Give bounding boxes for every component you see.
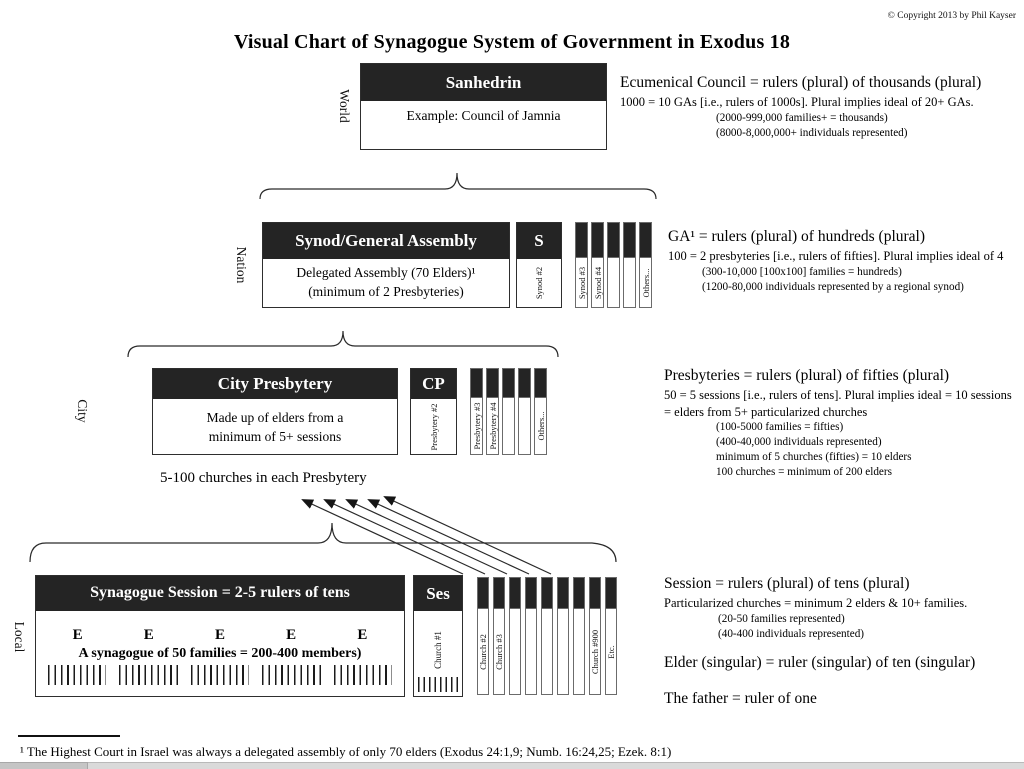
- mini-box: [575, 222, 588, 308]
- note-detail: (40-400 individuals represented): [718, 627, 865, 640]
- elder-letter: E: [357, 627, 368, 643]
- presbytery2-body: [411, 399, 456, 454]
- synod-body: [263, 259, 509, 307]
- note-detail: (400-40,000 individuals represented): [716, 435, 882, 448]
- tally-group: [48, 665, 106, 685]
- world-note: [620, 73, 1022, 141]
- elders-row: [36, 627, 404, 644]
- mini-box-body: [471, 398, 482, 454]
- church1-header: Ses: [414, 576, 462, 611]
- mini-box-header: [624, 223, 635, 258]
- mini-box-label: Church #3: [494, 633, 504, 670]
- elder-letter: E: [143, 627, 154, 643]
- synod2-header: S: [517, 223, 561, 259]
- nation-note: [668, 227, 1024, 295]
- synagogue-session-body: [36, 611, 404, 696]
- elder-heading: Elder (singular) = ruler (singular) of ten (singular): [664, 653, 976, 671]
- mini-box-header: [574, 578, 584, 609]
- sanhedrin-body: [361, 101, 606, 149]
- mini-box-header: [608, 223, 619, 258]
- church1-tally-marks: [418, 677, 458, 692]
- note-line: 100 = 2 presbyteries [i.e., rulers of fifties]. Plural implies ideal of 4: [668, 249, 1004, 264]
- nation-note-details: [668, 265, 1024, 295]
- mini-box-body: [608, 258, 619, 307]
- mini-box: [573, 577, 585, 695]
- world-note-heading: Ecumenical Council = rulers (plural) of thousands (plural): [620, 74, 982, 91]
- mini-box-label: Synod #4: [592, 266, 603, 299]
- synod2-box: [516, 222, 562, 308]
- note-detail: (2000-999,000 families+ = thousands): [716, 111, 888, 124]
- presbytery2-header: CP: [411, 369, 456, 399]
- city-body-line-1: Made up of elders from a: [206, 410, 344, 425]
- synod2-label: Synod #2: [534, 266, 544, 300]
- elder-letter: E: [214, 627, 225, 643]
- local-mini-boxes: [477, 577, 617, 695]
- copyright-text: © Copyright 2013 by Phil Kayser: [887, 11, 1016, 21]
- mini-box-label: Presbytery #4: [487, 402, 498, 450]
- mini-box-body: [606, 609, 616, 694]
- mini-box-label: Etc.: [606, 644, 616, 659]
- mini-box-body: [558, 609, 568, 694]
- mini-box-body: [494, 609, 504, 694]
- mini-box-label: Others...: [640, 267, 651, 298]
- family-tally-marks: [48, 665, 392, 685]
- mini-box-header: [576, 223, 587, 258]
- world-note-details: [620, 111, 1022, 141]
- sanhedrin-header: Sanhedrin: [361, 64, 606, 101]
- page-title: Visual Chart of Synagogue System of Government in Exodus 18: [233, 31, 791, 53]
- sanhedrin-box: [360, 63, 607, 150]
- mini-box-body: [640, 258, 651, 307]
- synagogue-caption: A synagogue of 50 families = 200-400 members): [78, 646, 362, 661]
- mini-box: [493, 577, 505, 695]
- mini-box-body: [592, 258, 603, 307]
- mini-box-body: [535, 398, 546, 454]
- world-note-lines: [620, 94, 1022, 110]
- tally-group: [191, 665, 249, 685]
- mini-box-body: [526, 609, 536, 694]
- city-note-lines: [664, 387, 1024, 420]
- mini-box: [591, 222, 604, 308]
- mini-box: [623, 222, 636, 308]
- local-note-details: [664, 612, 1024, 642]
- local-note-lines: [664, 595, 1024, 611]
- mini-box: [525, 577, 537, 695]
- mini-box-header: [558, 578, 568, 609]
- mini-box-header: [592, 223, 603, 258]
- note-detail: (20-50 families represented): [718, 612, 845, 625]
- note-detail: minimum of 5 churches (fifties) = 10 elders: [716, 451, 912, 464]
- mini-box: [477, 577, 489, 695]
- horizontal-scrollbar-thumb[interactable]: [0, 762, 88, 769]
- city-body-line-2: minimum of 5+ sessions: [208, 428, 342, 444]
- sanhedrin-example-line: Example: Council of Jamnia: [406, 108, 561, 123]
- note-detail: (1200-80,000 individuals represented by a regional synod): [702, 280, 964, 293]
- mini-box-header: [471, 369, 482, 398]
- city-presbytery-body: [153, 399, 397, 454]
- mini-box: [470, 368, 483, 455]
- church-arrow: [369, 500, 529, 574]
- mini-box-body: [503, 398, 514, 454]
- mini-box-body: [519, 398, 530, 454]
- local-note: [664, 574, 1024, 709]
- synod2-body: [517, 259, 561, 307]
- church-arrow: [325, 500, 485, 574]
- presbytery2-box: [410, 368, 457, 455]
- church-arrow: [385, 497, 551, 574]
- mini-box: [589, 577, 601, 695]
- nation-note-lines: [668, 248, 1024, 264]
- presbytery2-label: Presbytery #2: [428, 403, 439, 450]
- mini-box-header: [535, 369, 546, 398]
- mini-box: [541, 577, 553, 695]
- city-presbytery-box: [152, 368, 398, 455]
- mini-box-body: [487, 398, 498, 454]
- mini-box-body: [542, 609, 552, 694]
- synod-body-line-2: (minimum of 2 Presbyteries): [308, 283, 464, 299]
- mini-box: [607, 222, 620, 308]
- mini-box: [639, 222, 652, 308]
- mini-box-label: Others...: [535, 411, 546, 441]
- note-detail: 100 churches = minimum of 200 elders: [716, 466, 892, 479]
- synod-header: Synod/General Assembly: [263, 223, 509, 259]
- mini-box-body: [510, 609, 520, 694]
- mini-box: [534, 368, 547, 455]
- elder-letter: E: [72, 627, 83, 643]
- mini-box-header: [503, 369, 514, 398]
- mini-box-body: [590, 609, 600, 694]
- mini-box-header: [494, 578, 504, 609]
- mini-box-header: [510, 578, 520, 609]
- city-presbytery-header: City Presbytery: [153, 369, 397, 399]
- brace-nation: [260, 173, 656, 199]
- footnote-rule: [18, 735, 120, 737]
- mini-box-header: [519, 369, 530, 398]
- note-detail: (8000-8,000,000+ individuals represented): [716, 126, 908, 139]
- church1-label: Church #1: [433, 631, 443, 669]
- mini-box-body: [576, 258, 587, 307]
- city-note-details: [664, 420, 1024, 480]
- mini-box: [605, 577, 617, 695]
- note-line: 50 = 5 sessions [i.e., rulers of tens]. Plural implies ideal = 10 sessions: [664, 388, 1012, 403]
- mini-box: [518, 368, 531, 455]
- mini-box: [502, 368, 515, 455]
- mini-box: [486, 368, 499, 455]
- mini-box-label: Church #900: [590, 629, 600, 674]
- church-arrow: [303, 500, 463, 574]
- note-detail: (100-5000 families = fifties): [716, 420, 844, 433]
- mini-box-header: [606, 578, 616, 609]
- local-note-heading: Session = rulers (plural) of tens (plural): [664, 575, 910, 592]
- churches-per-presbytery-label: 5-100 churches in each Presbytery: [160, 470, 367, 486]
- father-heading: The father = ruler of one: [664, 690, 817, 708]
- nation-note-heading: GA¹ = rulers (plural) of hundreds (plural): [668, 228, 926, 245]
- mini-box-header: [487, 369, 498, 398]
- tally-group: [262, 665, 320, 685]
- mini-box-header: [590, 578, 600, 609]
- church-arrow: [347, 500, 507, 574]
- elder-letter: E: [286, 627, 297, 643]
- synod-general-assembly-box: [262, 222, 510, 308]
- mini-box-header: [542, 578, 552, 609]
- brace-city: [128, 331, 558, 357]
- city-note: [664, 366, 1024, 480]
- note-line: 1000 = 10 GAs [i.e., rulers of 1000s]. Plural implies ideal of 20+ GAs.: [620, 95, 974, 110]
- mini-box-body: [478, 609, 488, 694]
- mini-box-body: [574, 609, 584, 694]
- nation-mini-boxes: [575, 222, 652, 308]
- horizontal-scrollbar-track[interactable]: [0, 762, 1024, 769]
- city-note-heading: Presbyteries = rulers (plural) of fifties (plural): [664, 367, 950, 384]
- brace-local: [30, 523, 616, 562]
- mini-box-label: Synod #3: [576, 266, 587, 299]
- synod-body-line-1: Delegated Assembly (70 Elders)¹: [296, 265, 476, 280]
- tally-group: [334, 665, 392, 685]
- church1-body: [414, 611, 462, 696]
- church1-box: [413, 575, 463, 697]
- mini-box-label: Church #2: [478, 633, 488, 670]
- mini-box-header: [526, 578, 536, 609]
- note-line: = elders from 5+ particularized churches: [664, 404, 868, 419]
- tally-group: [119, 665, 177, 685]
- footnote-text: ¹ The Highest Court in Israel was always a delegated assembly of only 70 elders (Exodus 24:1,9; Numb. 16:24,25; Ezek. 8:1): [20, 744, 672, 759]
- note-line: Particularized churches = minimum 2 elders & 10+ families.: [664, 596, 968, 611]
- mini-box: [509, 577, 521, 695]
- note-detail: (300-10,000 [100x100] families = hundreds): [702, 265, 902, 278]
- synagogue-session-box: [35, 575, 405, 697]
- mini-box: [557, 577, 569, 695]
- synagogue-session-header: Synagogue Session = 2-5 rulers of tens: [36, 576, 404, 611]
- mini-box-header: [478, 578, 488, 609]
- mini-box-label: Presbytery #3: [471, 402, 482, 450]
- mini-box-body: [624, 258, 635, 307]
- mini-box-header: [640, 223, 651, 258]
- city-mini-boxes: [470, 368, 547, 455]
